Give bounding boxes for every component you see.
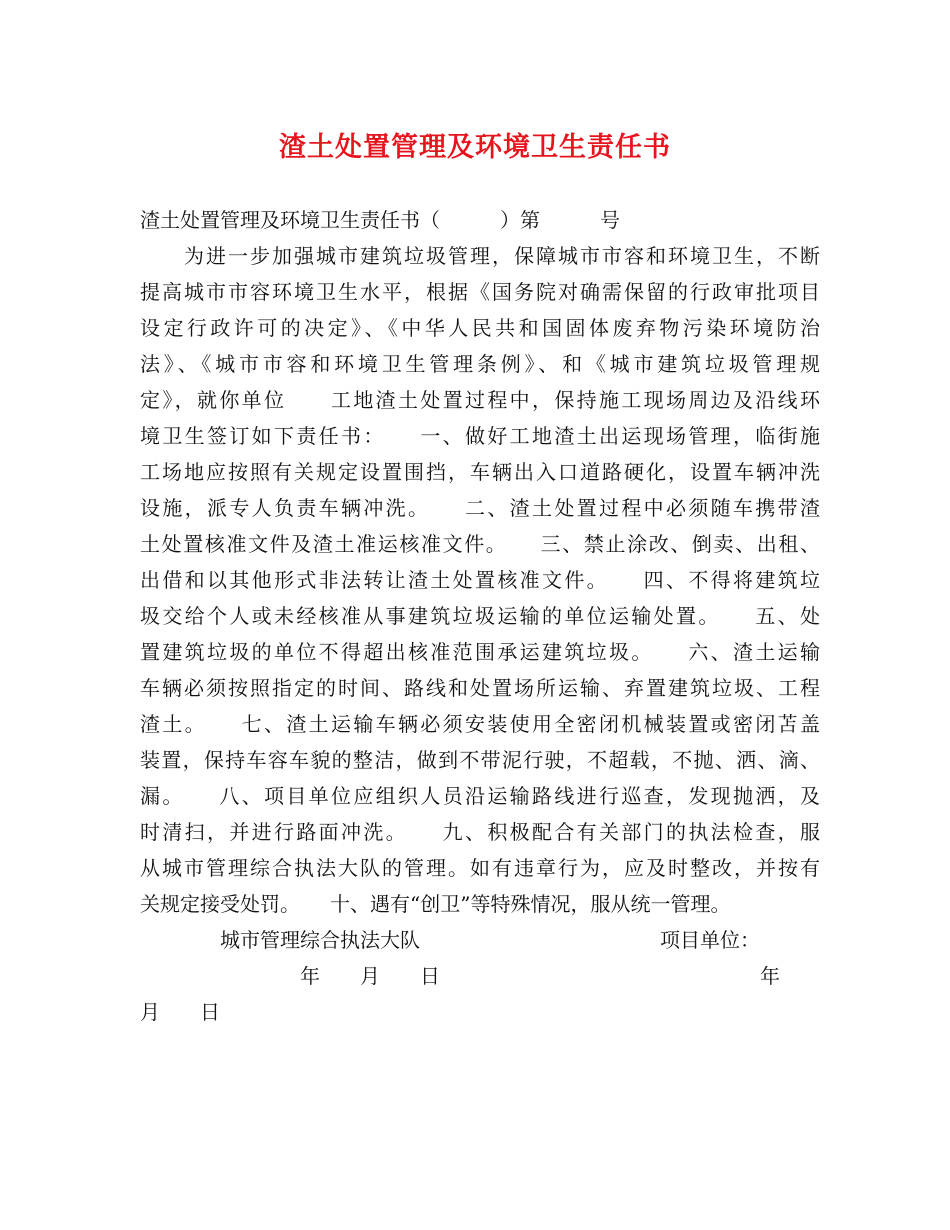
signature-line: 城市管理综合执法大队 项目单位： bbox=[140, 928, 760, 952]
date-line-continued: 月 日 bbox=[140, 1000, 220, 1024]
body-line: 圾交给个人或未经核准从事建筑垃圾运输的单位运输处置。 五、处 bbox=[140, 604, 820, 628]
body-line: 定》，就你单位 工地渣土处置过程中，保持施工现场周边及沿线环 bbox=[140, 388, 820, 412]
body-line: 车辆必须按照指定的时间、路线和处置场所运输、弃置建筑垃圾、工程 bbox=[140, 676, 820, 700]
document-title: 渣土处置管理及环境卫生责任书 bbox=[279, 132, 671, 163]
body-line: 为进一步加强城市建筑垃圾管理，保障城市市容和环境卫生，不断 bbox=[140, 244, 820, 268]
body-line: 漏。 八、项目单位应组织人员沿运输路线进行巡查，发现抛洒，及 bbox=[140, 784, 820, 808]
body-line: 关规定接受处罚。 十、遇有“创卫”等特殊情况，服从统一管理。 bbox=[140, 892, 731, 916]
document-number-line: 渣土处置管理及环境卫生责任书（ ）第 号 bbox=[140, 208, 620, 232]
body-line: 从城市管理综合执法大队的管理。如有违章行为，应及时整改，并按有 bbox=[140, 856, 820, 880]
body-line: 提高城市市容环境卫生水平，根据《国务院对确需保留的行政审批项目 bbox=[140, 280, 820, 304]
body-line: 置建筑垃圾的单位不得超出核准范围承运建筑垃圾。 六、渣土运输 bbox=[140, 640, 820, 664]
body-line: 装置，保持车容车貌的整洁，做到不带泥行驶，不超载，不抛、洒、滴、 bbox=[140, 748, 820, 772]
body-line: 设定行政许可的决定》、《中华人民共和国固体废弃物污染环境防治 bbox=[140, 316, 820, 340]
body-line: 土处置核准文件及渣土准运核准文件。 三、禁止涂改、倒卖、出租、 bbox=[140, 532, 820, 556]
body-line: 境卫生签订如下责任书： 一、做好工地渣土出运现场管理，临街施 bbox=[140, 424, 820, 448]
body-line: 时清扫，并进行路面冲洗。 九、积极配合有关部门的执法检查，服 bbox=[140, 820, 820, 844]
body-line: 出借和以其他形式非法转让渣土处置核准文件。 四、不得将建筑垃 bbox=[140, 568, 820, 592]
body-line: 法》、《城市市容和环境卫生管理条例》、和《城市建筑垃圾管理规 bbox=[140, 352, 820, 376]
date-line: 年 月 日 年 bbox=[140, 964, 780, 988]
body-line: 渣土。 七、渣土运输车辆必须安装使用全密闭机械装置或密闭苫盖 bbox=[140, 712, 820, 736]
body-line: 工场地应按照有关规定设置围挡，车辆出入口道路硬化，设置车辆冲洗 bbox=[140, 460, 820, 484]
body-line: 设施，派专人负责车辆冲洗。 二、渣土处置过程中必须随车携带渣 bbox=[140, 496, 820, 520]
